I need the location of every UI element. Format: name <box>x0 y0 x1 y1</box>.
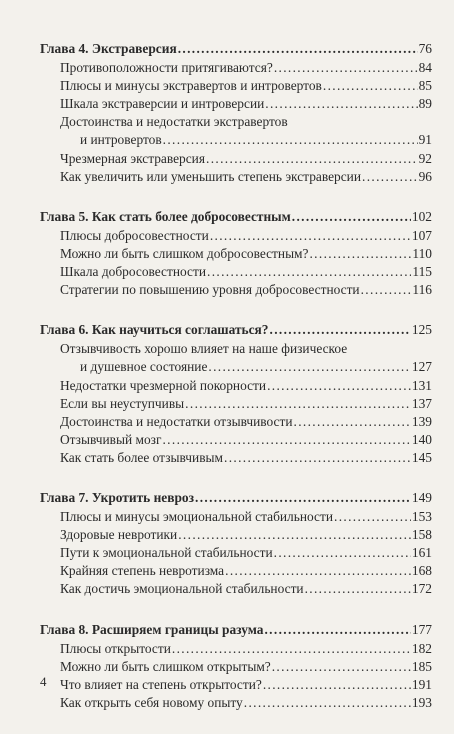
entry-title: Отзывчивый мозг <box>60 431 162 447</box>
toc-entry[interactable] <box>40 676 432 694</box>
toc-chapter-heading[interactable] <box>40 321 432 339</box>
entry-title: и душевное состояние <box>80 359 208 375</box>
toc-entry[interactable] <box>40 281 432 299</box>
toc-entry[interactable] <box>40 526 432 544</box>
page-number: 177 <box>411 621 432 637</box>
leader-dots <box>224 449 411 467</box>
leader-dots <box>210 227 411 245</box>
entry-title: Плюсы и минусы экстравертов и интровертов <box>60 78 322 94</box>
entry-title: Можно ли быть слишком открытым? <box>60 658 271 674</box>
leader-dots <box>265 95 417 113</box>
entry-title: Отзывчивость хорошо влияет на наше физическое <box>60 341 348 357</box>
toc-entry[interactable] <box>40 377 432 395</box>
page-number: 193 <box>411 694 432 710</box>
page-number: 182 <box>411 640 432 656</box>
entry-title: Достоинства и недостатки экстравертов <box>60 114 288 130</box>
leader-dots <box>294 413 411 431</box>
page-number: 116 <box>412 282 432 298</box>
table-of-contents <box>40 40 432 734</box>
page-number: 102 <box>411 208 432 224</box>
page-number: 140 <box>411 431 432 447</box>
leader-dots <box>185 395 411 413</box>
entry-title: Здоровые невротики <box>60 527 178 543</box>
page-number: 191 <box>411 676 432 692</box>
toc-entry[interactable] <box>40 694 432 712</box>
entry-title: Как открыть себя новому опыту <box>60 694 243 710</box>
toc-chapter-5 <box>40 208 432 299</box>
entry-title: Что влияет на степень открытости? <box>60 676 262 692</box>
entry-title: Стратегии по повышению уровня добросовестности <box>60 282 360 298</box>
page-number: 127 <box>411 359 432 375</box>
toc-entry[interactable] <box>40 227 432 245</box>
leader-dots <box>361 281 412 299</box>
toc-chapter-4 <box>40 40 432 186</box>
leader-dots <box>206 150 418 168</box>
entry-title: Недостатки чрезмерной покорности <box>60 377 267 393</box>
toc-entry[interactable] <box>40 508 432 526</box>
leader-dots <box>244 694 411 712</box>
entry-title: Как увеличить или уменьшить степень экстраверсии <box>60 168 361 184</box>
page-number: 131 <box>411 377 432 393</box>
page-number: 161 <box>411 545 432 561</box>
toc-entry[interactable] <box>40 580 432 598</box>
page-number: 185 <box>411 658 432 674</box>
leader-dots <box>263 676 411 694</box>
toc-chapter-heading[interactable] <box>40 40 432 58</box>
leader-dots <box>323 77 418 95</box>
toc-entry[interactable] <box>40 431 432 449</box>
page-number: 172 <box>411 581 432 597</box>
leader-dots <box>163 131 418 149</box>
entry-title: и интровертов <box>80 132 162 148</box>
toc-entry[interactable] <box>40 395 432 413</box>
entry-title: Можно ли быть слишком добросовестным? <box>60 245 309 261</box>
leader-dots <box>362 168 418 186</box>
toc-entry[interactable] <box>40 59 432 77</box>
toc-entry[interactable] <box>40 113 432 131</box>
entry-title: Крайняя степень невротизма <box>60 563 225 579</box>
chapter-title: Глава 8. Расширяем границы разума <box>40 621 264 637</box>
toc-chapter-7 <box>40 489 432 599</box>
toc-entry[interactable] <box>40 562 432 580</box>
leader-dots <box>208 358 411 376</box>
chapter-title: Глава 6. Как научиться соглашаться? <box>40 322 269 338</box>
leader-dots <box>195 489 411 507</box>
page-folio: 4 <box>40 674 47 689</box>
leader-dots <box>178 526 411 544</box>
page-number: 153 <box>411 509 432 525</box>
toc-entry[interactable] <box>40 77 432 95</box>
leader-dots <box>172 640 411 658</box>
entry-title: Плюсы добросовестности <box>60 227 209 243</box>
page-number: 149 <box>411 489 432 505</box>
leader-dots <box>267 377 411 395</box>
toc-entry[interactable] <box>40 263 432 281</box>
page-number: 158 <box>411 527 432 543</box>
page-number: 96 <box>418 168 432 184</box>
toc-entry[interactable] <box>40 340 432 358</box>
toc-entry-continuation[interactable] <box>40 358 432 376</box>
toc-entry-continuation[interactable] <box>40 131 432 149</box>
entry-title: Достоинства и недостатки отзывчивости <box>60 413 293 429</box>
leader-dots <box>178 40 418 58</box>
chapter-title: Глава 7. Укротить невроз <box>40 489 195 505</box>
leader-dots <box>274 59 418 77</box>
toc-entry[interactable] <box>40 544 432 562</box>
toc-entry[interactable] <box>40 95 432 113</box>
entry-title: Противоположности притягиваются? <box>60 60 273 76</box>
page-number: 110 <box>412 245 432 261</box>
page-number: 92 <box>418 150 432 166</box>
leader-dots <box>334 508 411 526</box>
page-number: 84 <box>418 60 432 76</box>
entry-title: Шкала добросовестности <box>60 264 207 280</box>
leader-dots <box>309 245 411 263</box>
page-number: 89 <box>418 96 432 112</box>
page-number: 125 <box>411 322 432 338</box>
page-number: 76 <box>418 41 432 56</box>
page-number: 137 <box>411 395 432 411</box>
toc-chapter-8 <box>40 621 432 712</box>
chapter-title: Глава 5. Как стать более добросовестным <box>40 208 291 224</box>
leader-dots <box>162 431 410 449</box>
entry-title: Чрезмерная экстраверсия <box>60 150 206 166</box>
toc-entry[interactable] <box>40 245 432 263</box>
toc-chapter-heading[interactable] <box>40 489 432 507</box>
page-number: 115 <box>412 264 432 280</box>
toc-chapter-6 <box>40 321 432 467</box>
leader-dots <box>270 321 411 339</box>
page-number: 145 <box>411 449 432 465</box>
page-number: 107 <box>411 227 432 243</box>
entry-title: Пути к эмоциональной стабильности <box>60 545 273 561</box>
toc-chapter-heading[interactable] <box>40 208 432 226</box>
chapter-title: Глава 4. Экстраверсия <box>40 41 177 56</box>
leader-dots <box>305 580 411 598</box>
toc-entry[interactable] <box>40 658 432 676</box>
entry-title: Шкала экстраверсии и интроверсии <box>60 96 265 112</box>
entry-title: Как стать более отзывчивым <box>60 449 223 465</box>
entry-title: Плюсы открытости <box>60 640 171 656</box>
toc-entry[interactable] <box>40 150 432 168</box>
leader-dots <box>274 544 411 562</box>
entry-title: Если вы неуступчивы <box>60 395 185 411</box>
toc-entry[interactable] <box>40 640 432 658</box>
toc-entry[interactable] <box>40 449 432 467</box>
entry-title: Плюсы и минусы эмоциональной стабильности <box>60 509 333 525</box>
page-number: 91 <box>418 132 432 148</box>
toc-chapter-heading[interactable] <box>40 621 432 639</box>
leader-dots <box>207 263 411 281</box>
leader-dots <box>264 621 410 639</box>
entry-title: Как достичь эмоциональной стабильности <box>60 581 304 597</box>
page-number: 139 <box>411 413 432 429</box>
leader-dots <box>272 658 411 676</box>
toc-entry[interactable] <box>40 413 432 431</box>
leader-dots <box>225 562 411 580</box>
page-number: 168 <box>411 563 432 579</box>
toc-entry[interactable] <box>40 168 432 186</box>
leader-dots <box>292 208 411 226</box>
page-number: 85 <box>418 78 432 94</box>
